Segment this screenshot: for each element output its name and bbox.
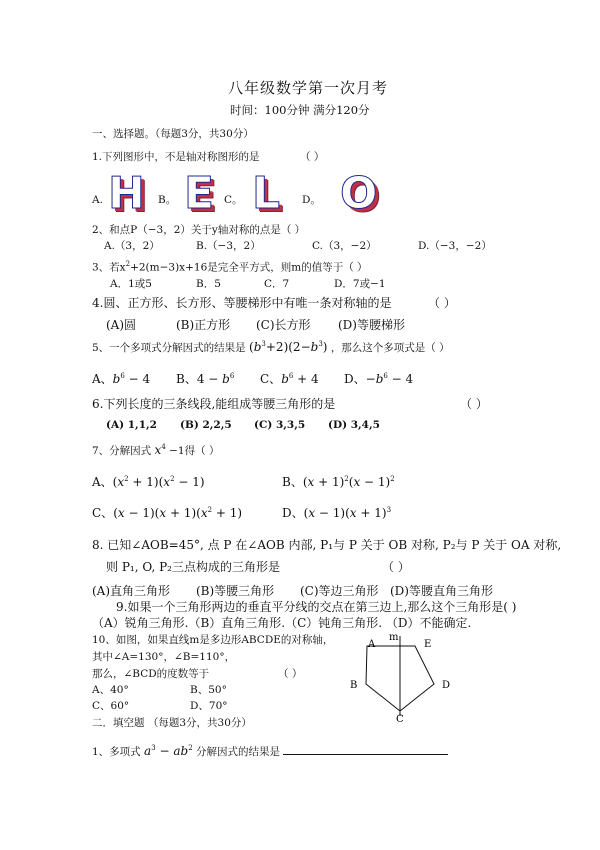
question-6: 6.下列长度的三条线段,能组成等腰三角形的是 [92,397,336,411]
q3-option-b: B．5 [196,278,221,290]
q5-text-c: ，那么这个多项式是（ ） [330,342,450,354]
q10-option-a: A、40° [92,684,129,696]
q1-label-d: D。 [302,194,321,206]
q4-option-a: (A)圆 [106,318,137,332]
q10-paren: （ ） [278,668,303,680]
question-1 [92,151,260,164]
q3-option-a: A．1或5 [110,278,152,290]
q3-exponent: 2 [125,260,131,268]
question-2: 2、和点P（−3，2）关于y轴对称的点是（ ） [92,224,306,236]
section-heading-choice: 一、选择题。（每题3分，共30分） [92,128,254,140]
q6-option-b: (B) 2,2,5 [180,419,232,431]
label-c: C [396,714,404,725]
label-d: D [442,680,451,691]
label-e: E [424,639,432,650]
q8-paren: （ ） [382,560,410,574]
q6-option-a: (A) 1,1,2 [106,419,157,431]
q4-option-c: (C)长方形 [256,318,311,332]
q1-letter-h: H [108,168,145,219]
q6-option-c: (C) 3,3,5 [254,419,306,431]
q10-option-c: C、60° [92,700,130,712]
q3-option-d: D．7或−1 [334,278,386,290]
q2-option-a: A.（3，2） [104,240,160,252]
q3-text-a: 3、若x [92,261,126,274]
q3-option-c: C．7 [264,278,290,290]
q1-letter-e: E [184,168,215,219]
label-b: B [350,680,358,691]
q5-option-a: A、$b^6 - 4$ [92,372,151,386]
q5-option-c: C、$b^6 + 4$ [260,372,319,386]
q1-label-c: C。 [224,194,243,206]
label-a: A [368,639,376,650]
q1-letter-l: L [252,168,281,219]
f1-answer-blank[interactable] [283,744,448,755]
question-10-line-3: 那么，∠BCD的度数等于 [92,668,210,680]
q10-option-b: B、50° [190,684,227,696]
question-3 [92,260,368,274]
q2-option-d: D.（−3，−2） [418,240,492,252]
q4-option-b: (B)正方形 [176,318,231,332]
q1-label-b: B。 [158,194,177,206]
question-10-line-2: 其中∠A=130°，∠B=110°， [92,651,236,663]
f1-text-c: 分解因式的结果是 [196,746,280,758]
q7-option-d: D、$(x - 1)(x + 1)^3$ [282,506,392,520]
q2-option-b: B.（−3，2） [196,240,261,252]
q7-option-a: A、$(x^2 + 1)(x^2 - 1)$ [92,475,205,489]
f1-text-a: 1、多项式 [92,746,141,758]
q5-expression: $(b^3+2)(2-b^3)$ [249,340,328,354]
section-heading-fill: 二．填空题 （每题3分，共30分） [92,717,252,729]
q9-options: （A）锐角三角形.（B）直角三角形.（C）钝角三角形. （D）不能确定. [92,616,472,630]
q2-option-c: C.（3，−2） [312,240,377,252]
page-title: 八年级数学第一次月考 [228,79,389,97]
f1-expression: $a^3 - ab^2$ [144,744,193,758]
question-7 [92,443,219,458]
question-1-paren: （ ） [300,151,325,163]
q7-text-c: −1得（ ） [169,445,220,457]
q4-paren: （ ） [428,296,456,310]
q6-paren: （ ） [460,397,488,411]
fill-question-1 [92,744,448,759]
question-9: 9.如果一个三角形两边的垂直平分线的交点在第三边上,那么这个三角形是( ) [116,600,517,614]
question-1-text: 1.下列图形中，不是轴对称图形的是 [92,151,260,163]
q5-text-a: 5、一个多项式分解因式的结果是 [92,342,246,354]
q7-expression: $x^4$ [154,443,166,457]
q5-option-b: B、$4 - b^6$ [176,372,235,386]
question-5 [92,340,450,355]
q3-text-c: +2(m−3)x+16是完全平方式，则m的值等于（ ） [130,261,368,274]
q7-option-c: C、$(x - 1)(x + 1)(x^2 + 1)$ [92,506,243,520]
pentagon-figure [348,626,458,726]
question-10-line-1: 10、如图，如果直线m是多边形ABCDE的对称轴， [92,634,334,646]
q6-option-d: (D) 3,4,5 [328,419,380,431]
q1-letter-o: O [340,168,378,219]
q10-option-d: D、70° [190,700,228,712]
label-m: m [389,632,399,643]
q1-label-a: A. [92,194,103,206]
question-8-line-1: 8. 已知∠AOB=45°, 点 P 在∠AOB 内部, P₁与 P 关于 OB 对称, P₂与 P 关于 OA 对称, [92,538,562,552]
exam-info: 时间：100分钟 满分120分 [230,103,370,117]
q5-option-d: D、$-b^6 - 4$ [344,372,414,386]
q8-option-b: (B)等腰三角形 [196,584,275,598]
question-8-line-2: 则 P₁, O, P₂三点构成的三角形是 [106,560,280,574]
q4-option-d: (D)等腰梯形 [338,318,405,332]
q8-option-d: (D)等腰直角三角形 [390,584,493,598]
q8-option-c: (C)等边三角形 [300,584,379,598]
q7-option-b: B、$(x + 1)^2(x - 1)^2$ [282,475,395,489]
question-4: 4.圆、正方形、长方形、等腰梯形中有唯一条对称轴的是 [92,296,392,310]
q7-text-a: 7、分解因式 [92,445,152,457]
q8-option-a: (A)直角三角形 [92,584,171,598]
